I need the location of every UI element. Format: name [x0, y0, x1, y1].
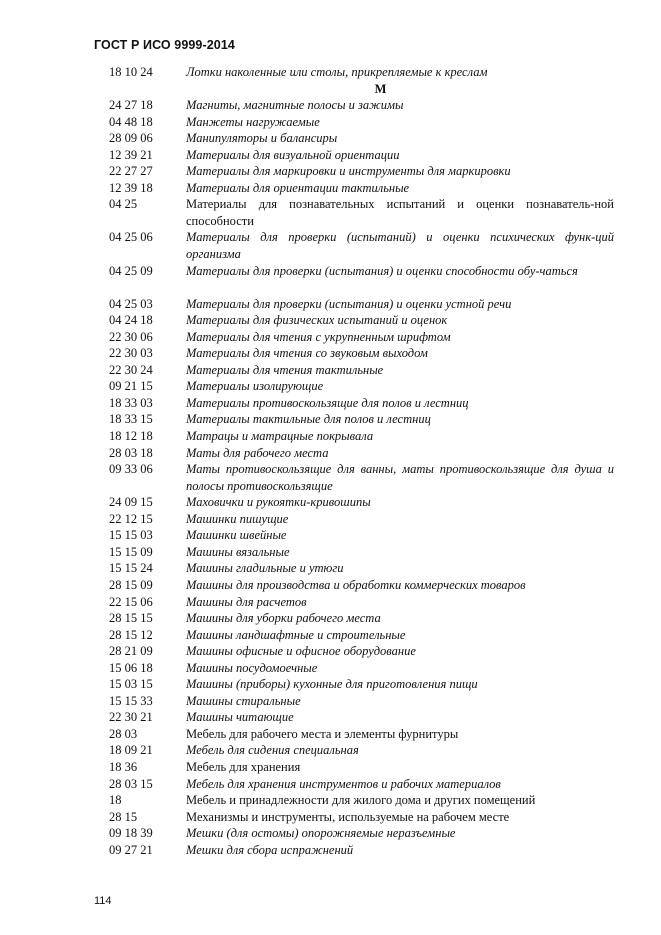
- entry-description: Машины офисные и офисное оборудование: [186, 644, 416, 659]
- entry-code: 18 36: [109, 759, 138, 774]
- entry-code: 22 30 21: [109, 710, 153, 725]
- document-header: ГОСТ Р ИСО 9999-2014: [94, 38, 235, 52]
- entry-code: 18 12 18: [109, 429, 153, 444]
- entry-description: Материалы для проверки (испытания) и оценки устной речи: [186, 296, 512, 311]
- index-entry: [0, 229, 661, 262]
- entry-description: Материалы для чтения со звуковым выходом: [186, 346, 428, 361]
- entry-description: Магниты, магнитные полосы и зажимы: [186, 98, 404, 113]
- entry-description: Материалы тактильные для полов и лестниц: [186, 412, 431, 427]
- entry-description: Матрацы и матрацные покрывала: [186, 429, 374, 444]
- entry-description: Машины (приборы) кухонные для приготовления пищи: [186, 677, 478, 692]
- entry-code: 09 33 06: [109, 462, 153, 477]
- entry-description: Мебель для хранения инструментов и рабочих материалов: [186, 776, 501, 791]
- entry-description: Машины стиральные: [186, 693, 301, 708]
- index-entry: [0, 345, 661, 362]
- entry-description: Машины для производства и обработки коммерческих товаров: [186, 577, 526, 592]
- entry-description: Маты противоскользящие для ванны, маты противоскользящие для душа и полосы противоскользящие: [186, 462, 614, 493]
- index-entry: [0, 147, 661, 164]
- entry-code: 24 09 15: [109, 495, 153, 510]
- entry-code: 22 30 24: [109, 362, 153, 377]
- entry-code: 04 48 18: [109, 114, 153, 129]
- entry-code: 15 15 03: [109, 528, 153, 543]
- index-entry: [0, 792, 661, 809]
- entry-code: 28 03: [109, 726, 138, 741]
- entry-description: Мешки (для остомы) опорожняемые неразъемные: [186, 826, 456, 841]
- entry-code: 18 33 15: [109, 412, 153, 427]
- entry-description: Маховички и рукоятки-кривошипы: [186, 495, 371, 510]
- entry-code: 09 27 21: [109, 842, 153, 857]
- index-entry: [0, 378, 661, 395]
- entry-description: Маты для рабочего места: [186, 445, 329, 460]
- entry-description: Материалы для проверки (испытания) и оценки способности обу-чаться: [186, 263, 578, 278]
- index-entry: [0, 395, 661, 412]
- index-entry: [0, 544, 661, 561]
- index-entry: [0, 114, 661, 131]
- index-entry: [0, 263, 661, 296]
- entry-description: Лотки наколенные или столы, прикрепляемые к креслам: [186, 65, 488, 79]
- entry-description: Материалы изолирующие: [186, 379, 324, 394]
- entry-description: Мебель для сидения специальная: [186, 743, 359, 758]
- entry-code: 22 12 15: [109, 511, 153, 526]
- entry-description: Материалы для физических испытаний и оценок: [186, 313, 448, 328]
- index-entry: [0, 742, 661, 759]
- entry-code: 28 15 12: [109, 627, 153, 642]
- entry-description: Манипуляторы и балансиры: [186, 131, 338, 146]
- entry-description: Машины посудомоечные: [186, 660, 318, 675]
- entry-code: 15 15 33: [109, 693, 153, 708]
- entry-code: 15 03 15: [109, 677, 153, 692]
- index-entry: [0, 411, 661, 428]
- index-entry: [0, 594, 661, 611]
- entry-code: 28 09 06: [109, 131, 153, 146]
- entry-description: Мебель для хранения: [186, 759, 301, 774]
- index-entry: [0, 660, 661, 677]
- page-number: 114: [94, 895, 112, 907]
- index-entry: [0, 693, 661, 710]
- index-entry: [0, 676, 661, 693]
- entry-description: Машины читающие: [186, 710, 294, 725]
- entry-description: Материалы для маркировки и инструменты для маркировки: [186, 164, 511, 179]
- index-list: [0, 64, 661, 858]
- entry-description: Манжеты нагружаемые: [186, 114, 320, 129]
- entry-code: 04 25 06: [109, 230, 153, 245]
- index-entry: [0, 445, 661, 462]
- index-entry: [0, 64, 661, 81]
- index-entry: [0, 511, 661, 528]
- entry-description: Материалы для чтения тактильные: [186, 362, 384, 377]
- index-entry: [0, 527, 661, 544]
- entry-description: Машины ландшафтные и строительные: [186, 627, 406, 642]
- entry-description: Машинки швейные: [186, 528, 287, 543]
- entry-code: 28 15 09: [109, 577, 153, 592]
- entry-code: 04 25 09: [109, 263, 153, 278]
- index-entry: [0, 842, 661, 859]
- entry-code: 04 25 03: [109, 296, 153, 311]
- entry-code: 22 30 06: [109, 329, 153, 344]
- entry-code: 28 21 09: [109, 644, 153, 659]
- index-entry: [0, 180, 661, 197]
- index-entry: [0, 196, 661, 229]
- entry-description: Мебель для рабочего места и элементы фурнитуры: [186, 726, 459, 741]
- entry-description: Материалы для познавательных испытаний и оценки познаватель-ной способности: [186, 197, 614, 228]
- entry-code: 28 03 18: [109, 445, 153, 460]
- entry-description: Материалы для чтения с укрупненным шрифтом: [186, 329, 451, 344]
- entry-code: 09 21 15: [109, 379, 153, 394]
- entry-description: Мешки для сбора испражнений: [186, 842, 354, 857]
- entry-description: Материалы противоскользящие для полов и лестниц: [186, 395, 469, 410]
- entry-description: Материалы для ориентации тактильные: [186, 180, 410, 195]
- entry-code: 15 15 09: [109, 544, 153, 559]
- entry-code: 04 24 18: [109, 313, 153, 328]
- index-entry: [0, 362, 661, 379]
- index-entry: [0, 726, 661, 743]
- entry-code: 22 30 03: [109, 346, 153, 361]
- entry-description: Механизмы и инструменты, используемые на рабочем месте: [186, 809, 510, 824]
- index-entry: [0, 809, 661, 826]
- index-entry: [0, 494, 661, 511]
- entry-description: Машины для уборки рабочего места: [186, 611, 381, 626]
- index-entry: [0, 329, 661, 346]
- entry-code: 12 39 21: [109, 147, 153, 162]
- index-entry: [0, 296, 661, 313]
- index-entry: [0, 776, 661, 793]
- entry-description: Машины вязальные: [186, 544, 290, 559]
- index-entry: [0, 627, 661, 644]
- index-entry: [0, 461, 661, 494]
- entry-code: 18 09 21: [109, 743, 153, 758]
- entry-code: 22 27 27: [109, 164, 153, 179]
- entry-code: 15 06 18: [109, 660, 153, 675]
- section-letter: М: [374, 81, 387, 96]
- index-entry: [0, 577, 661, 594]
- entry-code: 12 39 18: [109, 180, 153, 195]
- index-entry: [0, 428, 661, 445]
- entry-description: Мебель и принадлежности для жилого дома и других помещений: [186, 793, 536, 808]
- entry-code: 04 25: [109, 197, 138, 212]
- index-entry: [0, 560, 661, 577]
- entry-code: 28 03 15: [109, 776, 153, 791]
- entry-code: 22 15 06: [109, 594, 153, 609]
- entry-code: 15 15 24: [109, 561, 153, 576]
- entry-code: 18 10 24: [109, 65, 153, 79]
- entry-code: 18: [109, 793, 122, 808]
- entry-description: Материалы для визуальной ориентации: [186, 147, 400, 162]
- index-entry: [0, 759, 661, 776]
- entry-code: 28 15: [109, 809, 138, 824]
- entry-code: 24 27 18: [109, 98, 153, 113]
- entry-description: Машины для расчетов: [186, 594, 307, 609]
- index-entry: [0, 709, 661, 726]
- entry-description: Материалы для проверки (испытаний) и оценки психических функ-ций организма: [186, 230, 614, 262]
- index-entry: [0, 610, 661, 627]
- index-entry: [0, 825, 661, 842]
- entry-code: 28 15 15: [109, 611, 153, 626]
- entry-description: Машинки пишущие: [186, 511, 289, 526]
- index-entry: [0, 130, 661, 147]
- entry-code: 18 33 03: [109, 395, 153, 410]
- entry-description: Машины гладильные и утюги: [186, 561, 344, 576]
- index-entry: [0, 643, 661, 660]
- index-entry: [0, 312, 661, 329]
- index-entry: [0, 97, 661, 114]
- index-entry: [0, 163, 661, 180]
- entry-code: 09 18 39: [109, 826, 153, 841]
